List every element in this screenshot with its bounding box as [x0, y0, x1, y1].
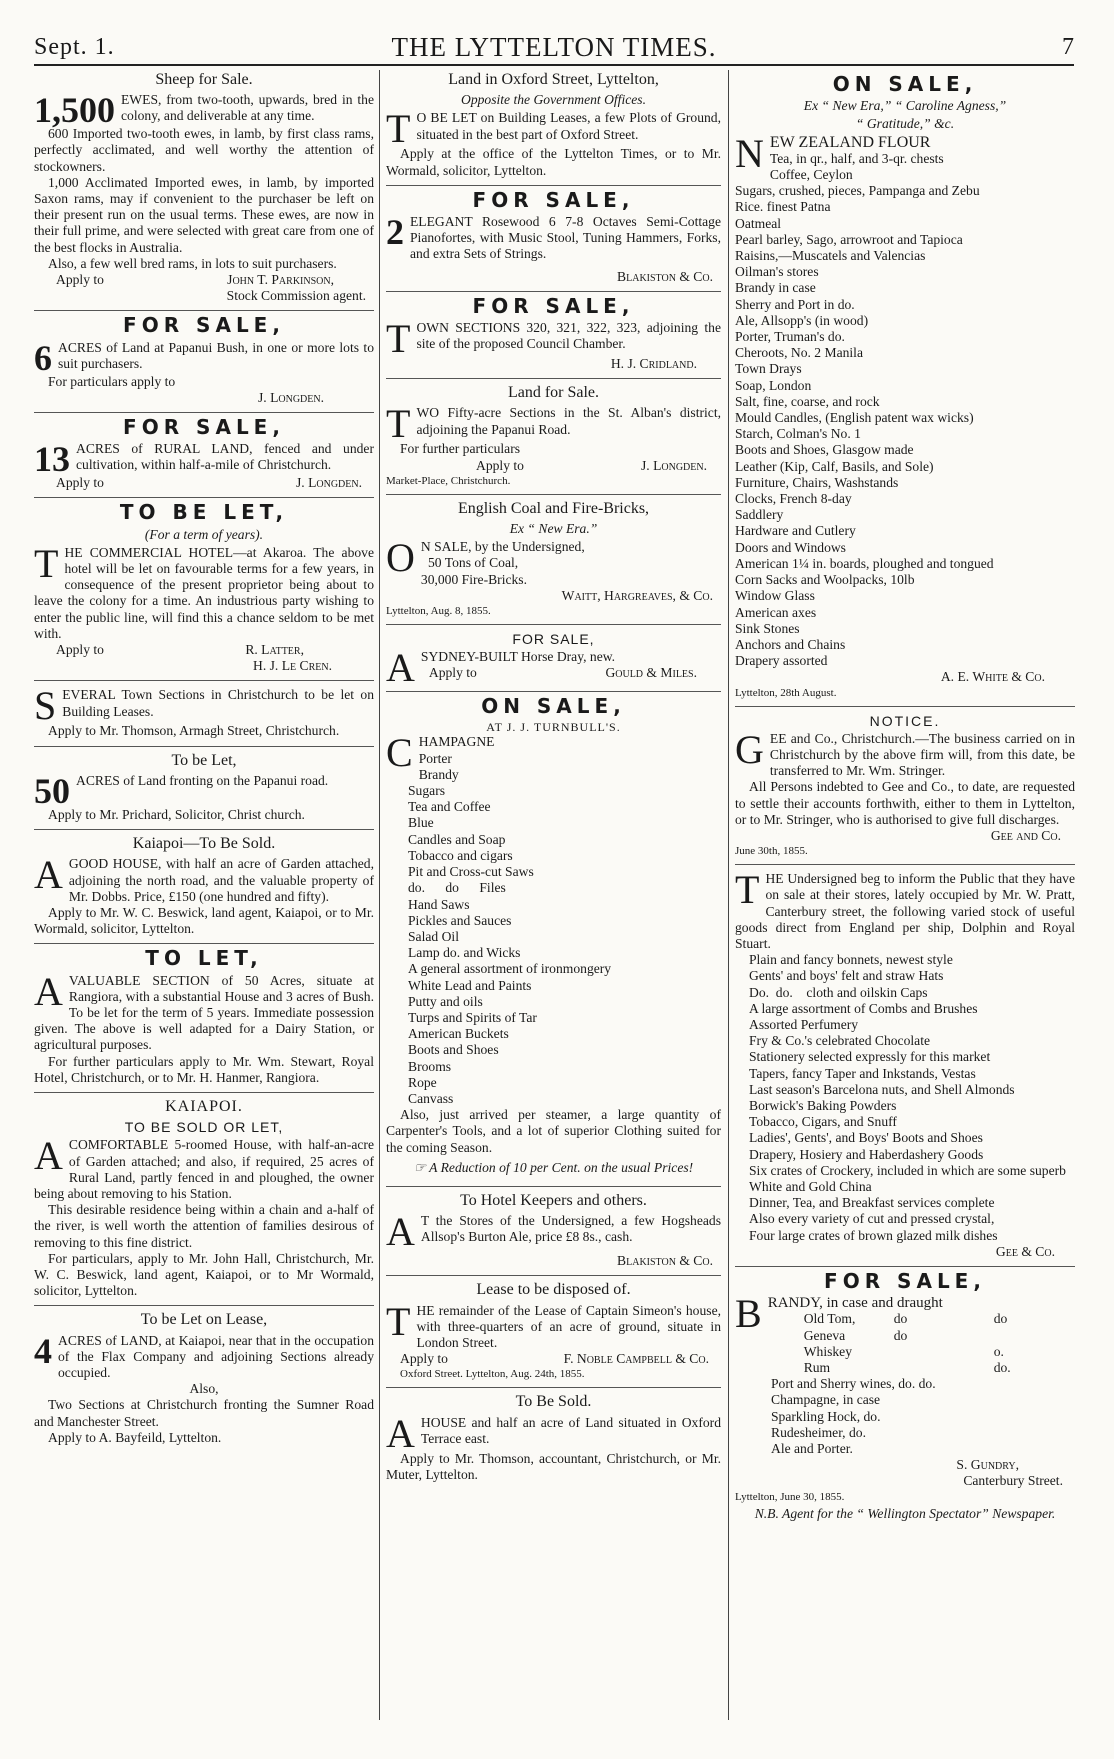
reduction-note: ☞ A Reduction of 10 per Cent. on the usual Prices!: [413, 1159, 694, 1175]
list-item: Sink Stones: [735, 620, 800, 636]
column-right: [735, 70, 1075, 1534]
list-item: Boots and Shoes, Glasgow made: [735, 442, 914, 458]
ad-text: OWN SECTIONS 320, 321, 322, 323, adjoining the site of the proposed Council Chamber.: [416, 320, 721, 352]
list-item: Oatmeal: [735, 215, 782, 231]
table-cell: do: [893, 1311, 908, 1327]
ad-commercial-hotel: [34, 500, 374, 681]
column-middle: [386, 70, 721, 1495]
list-item: Hand Saws: [408, 896, 470, 912]
ad-gee-goods: [735, 867, 1075, 1267]
table-cell: do: [993, 1311, 1008, 1327]
ad-text: GOOD HOUSE, with half an acre of Garden attached, adjoining the north road, and the valuable property of Mr. Dobbs. Price, £150 (one hundred and fifty).: [68, 856, 374, 904]
ad-pianofortes: [386, 187, 721, 292]
list-item: Window Glass: [735, 588, 815, 604]
ad-title: Kaiapoi—To Be Sold.: [132, 835, 276, 853]
ad-title: FOR SALE,: [512, 631, 595, 648]
ad-title: NOTICE.: [869, 712, 941, 729]
ad-text: ACRES of Land fronting on the Papanui road.: [76, 772, 329, 788]
ad-title: KAIAPOI.: [165, 1097, 243, 1115]
ad-text: Two Sections at Christchurch fronting the Sumner Road and Manchester Street.: [34, 1397, 374, 1429]
drop-cap: A: [34, 852, 63, 898]
ad-text: N SALE, by the Undersigned,: [420, 539, 585, 555]
ad-text: This desirable residence being within a chain and a-half of the river, is well worth the attention of families desirous of removing to this fine district.: [34, 1202, 374, 1250]
drop-number: 2: [386, 212, 404, 253]
ad-kaiapoi-house: [34, 836, 374, 944]
table-cell: do: [893, 1327, 908, 1343]
list-item: Turps and Spirits of Tar: [408, 1009, 537, 1025]
ad-text: COMFORTABLE 5-roomed House, with half-an-acre of Garden attached; and also, if required, 25 acres of Rural Land, partly fenced in and ploughed, the owner being about removing to his Station.: [34, 1137, 374, 1201]
ad-title: To be Let,: [171, 751, 237, 769]
list-item: Dinner, Tea, and Breakfast services complete: [749, 1195, 995, 1211]
ad-date: Lyttelton, June 30, 1855.: [735, 1490, 845, 1503]
ad-fifty-acres: [34, 753, 374, 830]
list-item: Drapery assorted: [735, 653, 828, 669]
list-item: Blue: [408, 815, 434, 831]
ad-text: Also, a few well bred rams, in lots to suit purchasers.: [48, 255, 337, 271]
list-item: Sugars, crushed, pieces, Pampanga and Zebu: [735, 183, 980, 199]
ad-subtitle: TO BE SOLD OR LET,: [124, 1119, 284, 1136]
ad-white-stores: [735, 72, 1075, 707]
goods-list: [735, 151, 1075, 670]
table-cell: Geneva: [803, 1327, 846, 1343]
list-item: Gents' and boys' felt and straw Hats: [749, 968, 944, 984]
ad-title: English Coal and Fire-Bricks,: [457, 499, 650, 517]
advertiser-name: Blakiston & Co.: [617, 1253, 713, 1269]
ad-text: ACRES of RURAL LAND, fenced and under cultivation, within half-a-mile of Christchurch.: [76, 441, 374, 473]
ad-date: Lyttelton, 28th August.: [735, 686, 837, 699]
ad-title: Lease to be disposed of.: [476, 1281, 631, 1299]
ad-rangiora-section: [34, 946, 374, 1093]
ad-text: Also, just arrived per steamer, a large quantity of Carpenter's Tools, and a lot of superior Clothing suited for the coming Season.: [386, 1107, 721, 1155]
table-cell: Old Tom,: [803, 1311, 856, 1327]
list-item: Tobacco and cigars: [408, 847, 513, 863]
list-item: do. do Files: [408, 880, 506, 896]
ad-text: ACRES of LAND, at Kaiapoi, near that in the occupation of the Flax Company and adjoining Sections already occupied.: [58, 1332, 374, 1380]
list-item: Clocks, French 8-day: [735, 491, 852, 507]
ad-oxford-street: [386, 72, 721, 186]
ad-text: HOUSE and half an acre of Land situated in Oxford Terrace east.: [420, 1414, 721, 1446]
ad-text: 50 Tons of Coal,: [428, 555, 519, 571]
ad-town-sections-cridland: [386, 293, 721, 379]
table-cell: Rum: [803, 1360, 831, 1376]
list-item: Hardware and Cutlery: [735, 523, 856, 539]
drop-cap: A: [386, 1410, 415, 1456]
ad-text: O BE LET on Building Leases, a few Plots of Ground, situated in the best part of Oxford Street.: [416, 110, 721, 142]
list-item: Saddlery: [735, 507, 784, 523]
ad-text: HE remainder of the Lease of Captain Simeon's house, with three-quarters of an acre of ground, situate in London Street.: [416, 1302, 721, 1350]
list-item: Rice. finest Patna: [735, 199, 831, 215]
apply-label: Apply to: [56, 272, 104, 288]
newspaper-title: THE LYTTELTON TIMES.: [391, 32, 717, 62]
list-item: Rudesheimer, do.: [771, 1424, 866, 1440]
list-item: Coffee, Ceylon: [769, 167, 853, 183]
list-item: Ale and Porter.: [771, 1441, 853, 1457]
ad-text: HE COMMERCIAL HOTEL—at Akaroa. The above hotel will be let on favourable terms for a few years, in consequence of the present proprietor being about to leave the colony for a time. An industrious party wishing to enter the public line, will find this a chance seldom to be met with.: [34, 544, 374, 641]
list-item: A general assortment of ironmongery: [408, 961, 612, 977]
ad-title: TO LET,: [145, 946, 263, 971]
list-item: Doors and Windows: [735, 539, 846, 555]
column-left: [34, 70, 374, 1458]
advertiser-name: H. J. Le Cren.: [253, 658, 332, 674]
drop-cap: A: [386, 1209, 415, 1255]
list-item: Cheroots, No. 2 Manila: [735, 345, 863, 361]
apply-label: Apply to: [56, 642, 104, 658]
list-item: Pearl barley, Sago, arrowroot and Tapioca: [735, 231, 963, 247]
drop-cap: A: [34, 1133, 63, 1179]
list-item: Drapery, Hosiery and Haberdashery Goods: [749, 1146, 984, 1162]
ad-text: RANDY, in case and draught: [767, 1295, 943, 1312]
list-item: Assorted Perfumery: [749, 1016, 859, 1032]
list-item: Six crates of Crockery, included in which are some superb White and Gold China: [749, 1162, 1066, 1194]
ad-title: FOR SALE,: [123, 415, 285, 440]
list-item: Oilman's stores: [735, 264, 819, 280]
ad-text: EWES, from two-tooth, upwards, bred in the colony, and deliverable at any time.: [121, 92, 374, 124]
table-cell: [994, 1328, 1075, 1344]
list-item: Champagne, in case: [771, 1392, 881, 1408]
ad-simeon-lease: [386, 1282, 721, 1388]
ad-place: Market-Place, Christchurch.: [386, 474, 511, 487]
ad-text: All Persons indebted to Gee and Co., to date, are requested to settle their accounts forthwith, either to them in Lyttelton, or to Mr. Stringer, who is authorised to give full discharges.: [735, 779, 1075, 827]
ad-subtitle: Opposite the Government Offices.: [461, 92, 646, 108]
ad-text: 30,000 Fire-Bricks.: [420, 571, 527, 587]
ad-text: For particulars apply to: [48, 373, 176, 389]
ad-subtitle: Ex “ New Era,” “ Caroline Agness,”: [803, 98, 1007, 114]
page-header: [34, 30, 1074, 66]
drop-number: 6: [34, 337, 52, 378]
ad-text: EE and Co., Christchurch.—The business carried on in Christchurch by the above firm will, from this date, be transferred to Mr. Wm. Stringer.: [769, 730, 1075, 779]
drop-cap: G: [735, 726, 764, 772]
ad-sheep: [34, 72, 374, 311]
apply-label: Apply to: [476, 457, 524, 473]
ad-kaiapoi-cottage: [34, 1099, 374, 1306]
list-item: Pit and Cross-cut Saws: [408, 864, 534, 880]
ad-text: Apply to Mr. Thomson, Armagh Street, Christchurch.: [48, 723, 340, 739]
list-item: American 1¼ in. boards, ploughed and tongued: [735, 555, 994, 571]
list-item: Town Drays: [735, 361, 802, 377]
list-item: Salad Oil: [408, 928, 459, 944]
table-cell: [894, 1344, 994, 1360]
ad-title: Sheep for Sale.: [155, 71, 253, 88]
list-item: Tea and Coffee: [408, 799, 491, 815]
list-item: Tobacco, Cigars, and Snuff: [749, 1114, 897, 1130]
list-item: Last season's Barcelona nuts, and Shell Almonds: [749, 1081, 1015, 1097]
ad-date: June 30th, 1855.: [735, 845, 808, 858]
list-item: Stationery selected expressly for this market: [749, 1049, 991, 1065]
ad-title: FOR SALE,: [123, 313, 285, 338]
ad-text: VALUABLE SECTION of 50 Acres, situate at Rangiora, with a substantial House and 3 acres of Bush. To be let for the term of 5 years. Immediate possession given. The above is well adapted for a Dairy Station, or agricultural purposes.: [34, 972, 374, 1053]
drop-cap: C: [386, 730, 413, 776]
list-item: Leather (Kip, Calf, Basils, and Sole): [735, 458, 934, 474]
advertiser-name: J. Longden.: [257, 389, 324, 405]
table-cell: o.: [993, 1343, 1004, 1359]
advertiser-name: S. Gundry,: [956, 1457, 1019, 1473]
ad-title: TO BE LET,: [119, 500, 289, 525]
advertiser-name: Gee and Co.: [990, 827, 1061, 843]
ad-title: Land in Oxford Street, Lyttelton,: [448, 71, 659, 88]
ad-date: Oxford Street. Lyttelton, Aug. 24th, 1855.: [400, 1368, 585, 1381]
goods-list: [735, 1376, 1075, 1457]
ad-text: Apply to Mr. W. C. Beswick, land agent, Kaiapoi, or to Mr. Wormald, solicitor, Lyttelton.: [34, 904, 374, 937]
column-divider: [728, 70, 729, 1720]
list-item: Putty and oils: [408, 993, 483, 1009]
ad-st-albans: [386, 385, 721, 495]
drop-cap: S: [34, 683, 57, 729]
drop-cap: T: [386, 1298, 411, 1344]
ad-text: 1,000 Acclimated Imported ewes, in lamb, by imported Saxon rams, may if convenient to the purchaser be left on their present run on the usual terms. These ewes, are now in their full prime, and were selected with great care from one of the best flocks in Australia.: [34, 174, 374, 255]
ad-text: SYDNEY-BUILT Horse Dray, new.: [420, 649, 616, 665]
list-item: Candles and Soap: [408, 831, 506, 847]
list-item: Brooms: [408, 1058, 452, 1074]
ad-title: ON SALE,: [832, 72, 978, 96]
ad-text: EVERAL Town Sections in Christchurch to be let on Building Leases.: [62, 687, 374, 719]
ad-notice-gee: [735, 713, 1075, 866]
ad-text: Apply to Mr. Thomson, accountant, Christchurch, or Mr. Muter, Lyttelton.: [386, 1450, 721, 1482]
list-item: Plain and fancy bonnets, newest style: [749, 952, 953, 968]
ad-hotel-keepers: [386, 1193, 721, 1276]
ad-horse-dray: [386, 631, 721, 692]
ad-title: Land for Sale.: [507, 384, 600, 402]
advertiser-name: R. Latter,: [245, 642, 304, 658]
ad-text: HE Undersigned beg to inform the Public that they have on sale at their stores, lately occupied by Mr. W. Pratt, Canterbury street, the following varied stock of useful goods direct from England per ship, Dolphin and Royal Stuart.: [735, 871, 1075, 951]
list-item: Boots and Shoes: [408, 1042, 499, 1058]
drop-cap: T: [386, 106, 411, 152]
ad-text: Apply to Mr. Prichard, Solicitor, Christ church.: [48, 806, 305, 822]
advertiser-name: F. Noble Campbell & Co.: [563, 1351, 709, 1367]
list-item: Borwick's Baking Powders: [749, 1097, 897, 1113]
advertiser-name: Gee & Co.: [995, 1243, 1055, 1259]
drop-cap: O: [386, 535, 415, 581]
list-item: Corn Sacks and Woolpacks, 10lb: [735, 572, 915, 588]
drop-cap: N: [735, 130, 764, 176]
advertiser-address: Canterbury Street.: [963, 1473, 1063, 1489]
advertiser-name: J. Longden.: [640, 457, 707, 473]
list-item: Porter: [418, 750, 452, 766]
ad-title: To be Let on Lease,: [140, 1311, 268, 1329]
ad-text: WO Fifty-acre Sections in the St. Alban's district, adjoining the Papanui Road.: [416, 405, 721, 437]
ad-date: Lyttelton, Aug. 8, 1855.: [386, 605, 491, 618]
ad-text: For particulars, apply to Mr. John Hall, Christchurch, Mr. W. C. Beswick, land agent, Kaiapoi, or to Mr Wormald, solicitor, Lyttelton.: [34, 1250, 374, 1299]
ad-town-sections: [34, 683, 374, 746]
ad-text: 600 Imported two-tooth ewes, in lamb, by first class rams, perfectly acclimated, and well worthy the attention of stockowners.: [34, 126, 374, 174]
list-item: Furniture, Chairs, Washstands: [735, 474, 899, 490]
list-item: Ale, Allsopp's (in wood): [735, 312, 869, 328]
list-item: American axes: [735, 604, 817, 620]
list-item: Anchors and Chains: [735, 636, 846, 652]
list-item: Canvass: [408, 1090, 454, 1106]
table-cell: Whiskey: [803, 1343, 853, 1359]
drop-number: 4: [34, 1330, 52, 1371]
ad-text: Also,: [189, 1381, 219, 1397]
list-item: Sherry and Port in do.: [735, 296, 855, 312]
list-item: Sugars: [408, 783, 446, 799]
advertiser-role: Stock Commission agent.: [226, 288, 366, 304]
ad-gundry-spirits: [735, 1269, 1075, 1528]
ad-subtitle: “ Gratitude,” &c.: [855, 116, 955, 132]
list-item: A large assortment of Combs and Brushes: [749, 1000, 978, 1016]
drop-number: 50: [34, 770, 70, 811]
list-item: Fry & Co.'s celebrated Chocolate: [749, 1033, 931, 1049]
spirits-table: [768, 1311, 1075, 1376]
apply-label: Apply to: [56, 475, 104, 491]
issue-date: Sept. 1.: [34, 34, 115, 60]
agent-note: N.B. Agent for the “ Wellington Spectator” Newspaper.: [754, 1505, 1056, 1521]
ad-text: ELEGANT Rosewood 6 7-8 Octaves Semi-Cottage Pianofortes, with Music Stool, Tuning Hammers, Forks, and extra Sets of Strings.: [410, 214, 721, 262]
ad-title: FOR SALE,: [472, 293, 635, 318]
advertiser-name: Blakiston & Co.: [617, 268, 713, 284]
drop-cap: T: [735, 867, 760, 913]
table-cell: do.: [993, 1360, 1011, 1376]
list-item: American Buckets: [408, 1026, 509, 1042]
ad-text: HAMPAGNE: [418, 734, 495, 750]
goods-list: [735, 952, 1075, 1244]
ad-rural-land: [34, 415, 374, 498]
advertiser-name: A. E. White & Co.: [940, 669, 1045, 685]
list-item: Port and Sherry wines, do. do.: [771, 1376, 936, 1392]
ad-title: FOR SALE,: [472, 187, 635, 212]
list-item: Raisins,—Muscatels and Valencias: [735, 248, 926, 264]
column-divider: [379, 70, 380, 1720]
ad-text: Apply to A. Bayfeild, Lyttelton.: [48, 1429, 222, 1445]
ad-text: For further particulars: [400, 441, 521, 457]
list-item: Brandy in case: [735, 280, 816, 296]
ad-papanui-land: [34, 313, 374, 413]
ad-title: ON SALE,: [481, 694, 626, 719]
list-item: Do. do. cloth and oilskin Caps: [749, 984, 928, 1000]
ad-coal-bricks: [386, 501, 721, 625]
list-item: Ladies', Gents', and Boys' Boots and Shoes: [749, 1130, 983, 1146]
drop-cap: T: [34, 540, 59, 586]
advertiser-name: Waitt, Hargreaves, & Co.: [561, 587, 713, 603]
ad-text: For further particulars apply to Mr. Wm. Stewart, Royal Hotel, Christchurch, or to Mr. H. Hanmer, Rangiora.: [34, 1053, 374, 1085]
drop-cap: A: [34, 968, 63, 1014]
ad-title: To Be Sold.: [515, 1393, 592, 1411]
ad-text: ACRES of Land at Papanui Bush, in one or more lots to suit purchasers.: [58, 339, 374, 371]
ad-subtitle: Ex “ New Era.”: [509, 521, 598, 537]
list-item: Rope: [408, 1074, 437, 1090]
list-item: Four large crates of brown glazed milk dishes: [749, 1227, 998, 1243]
drop-cap: A: [386, 645, 415, 691]
list-item: Sparkling Hock, do.: [771, 1408, 881, 1424]
advertiser-name: Gould & Miles.: [605, 665, 697, 681]
ad-title: To Hotel Keepers and others.: [460, 1191, 647, 1209]
list-item: Tea, in qr., half, and 3-qr. chests: [769, 150, 944, 166]
ad-text: EW ZEALAND FLOUR: [769, 133, 931, 151]
list-item: Mould Candles, (English patent wax wicks): [735, 410, 974, 426]
ad-oxford-terrace: [386, 1394, 721, 1489]
list-item: Lamp do. and Wicks: [408, 945, 521, 961]
list-item: Pickles and Sauces: [408, 912, 512, 928]
list-item: White Lead and Paints: [408, 977, 532, 993]
apply-label: Apply to: [428, 665, 477, 681]
drop-cap: B: [735, 1291, 762, 1337]
advertiser-name: John T. Parkinson,: [227, 272, 334, 288]
list-item: Salt, fine, coarse, and rock: [735, 393, 880, 409]
drop-number: 13: [34, 439, 70, 480]
ad-text: Apply at the office of the Lyttelton Times, or to Mr. Wormald, solicitor, Lyttelton.: [386, 146, 721, 178]
list-item: Starch, Colman's No. 1: [735, 426, 861, 442]
ad-title: FOR SALE,: [824, 1269, 986, 1294]
drop-cap: T: [386, 401, 411, 447]
ad-subtitle: AT J. J. TURNBULL'S.: [486, 720, 621, 735]
ad-text: T the Stores of the Undersigned, a few Hogsheads Allsop's Burton Ale, price £8 8s., cash.: [420, 1213, 721, 1245]
list-item: Also every variety of cut and pressed crystal,: [749, 1211, 995, 1227]
goods-list: [386, 751, 721, 1107]
list-item: Soap, London: [735, 377, 812, 393]
drop-cap: T: [386, 316, 411, 362]
page-number: 7: [1062, 34, 1074, 60]
drop-number: 1,500: [34, 90, 115, 131]
ad-lease-kaiapoi: [34, 1312, 374, 1452]
ad-turnbull-stores: [386, 694, 721, 1187]
apply-label: Apply to: [400, 1351, 448, 1367]
table-cell: [894, 1360, 994, 1376]
ad-subtitle: (For a term of years).: [144, 526, 264, 542]
advertiser-name: H. J. Cridland.: [610, 356, 697, 372]
list-item: Brandy: [418, 766, 459, 782]
list-item: Tapers, fancy Taper and Inkstands, Vestas: [749, 1065, 976, 1081]
list-item: Porter, Truman's do.: [735, 329, 845, 345]
advertiser-name: J. Longden.: [295, 475, 362, 491]
